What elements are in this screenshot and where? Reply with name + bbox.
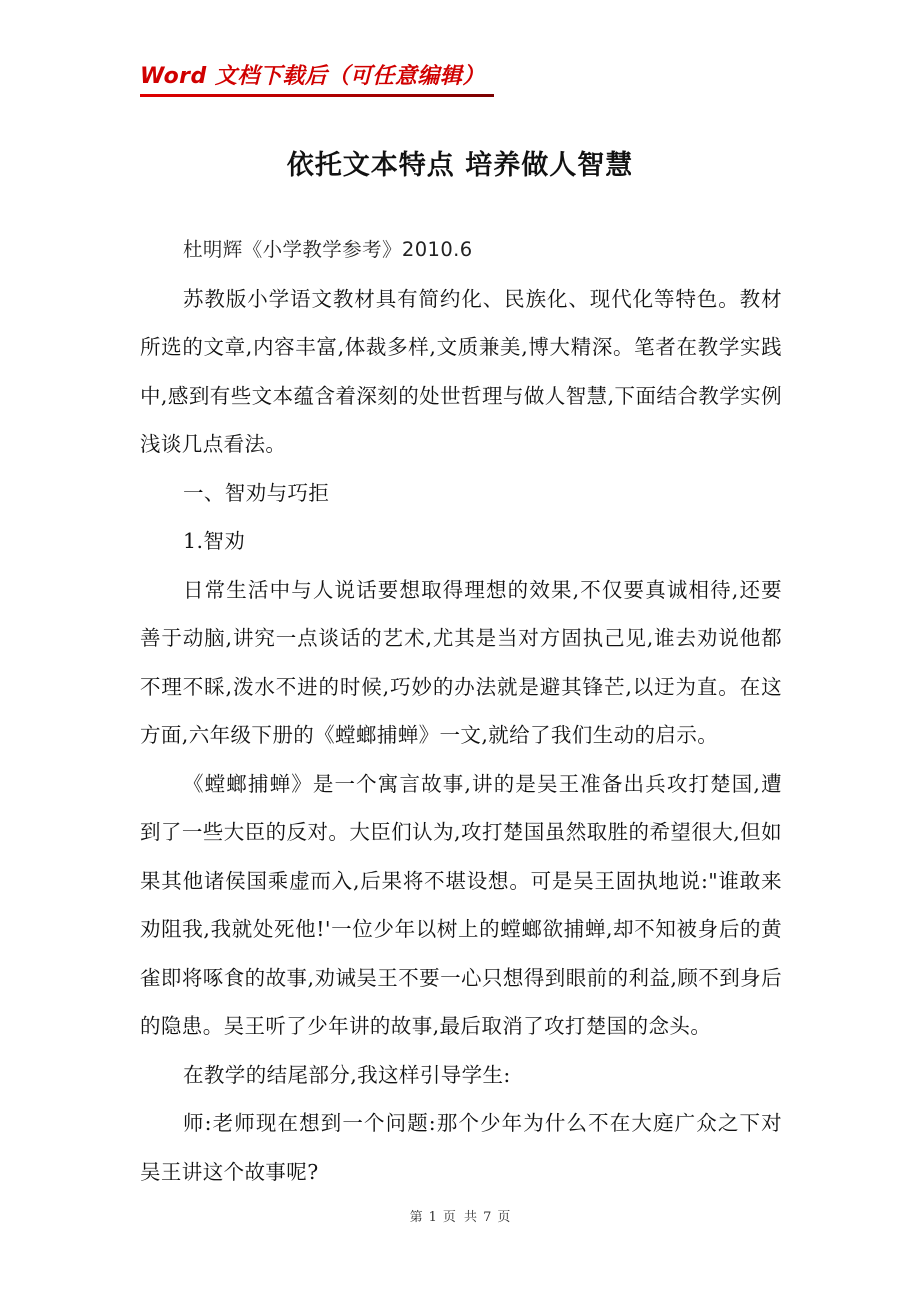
paragraph-intro: 苏教版小学语文教材具有简约化、民族化、现代化等特色。教材所选的文章,内容丰富,体裁多样,文质兼美,博大精深。笔者在教学实践中,感到有些文本蕴含着深刻的处世哲理与做人智慧,下面结合教学实例浅谈几点看法。 xyxy=(140,286,782,456)
watermark-underline xyxy=(140,94,494,97)
document-title: 依托文本特点 培养做人智慧 xyxy=(286,150,634,181)
section-heading: 一、智劝与巧拒 xyxy=(183,480,330,505)
document-body xyxy=(140,226,782,1196)
paragraph: 在教学的结尾部分,我这样引导学生: xyxy=(183,1062,511,1087)
footer-prefix: 第 xyxy=(409,1210,423,1225)
watermark-text: Word 文档下载后（可任意编辑） xyxy=(140,64,485,89)
byline: 杜明辉《小学教学参考》2010.6 xyxy=(183,238,473,261)
footer-middle: 页 共 xyxy=(442,1210,478,1225)
subsection-heading: 1.智劝 xyxy=(183,529,246,553)
paragraph: 《螳螂捕蝉》是一个寓言故事,讲的是吴王准备出兵攻打楚国,遭到了一些大臣的反对。大臣们认为,攻打楚国虽然取胜的希望很大,但如果其他诸侯国乘虚而入,后果将不堪设想。可是吴王固执地说:"谁敢来劝阻我,我就处死他!'一位少年以树上的螳螂欲捕蝉,却不知被身后的黄雀即将啄食的故事,劝诫吴王不要一心只想得到眼前的利益,顾不到身后的隐患。吴王听了少年讲的故事,最后取消了攻打楚国的念头。 xyxy=(140,771,782,1038)
page-footer xyxy=(0,1206,920,1225)
download-watermark xyxy=(140,62,496,97)
paragraph: 师:老师现在想到一个问题:那个少年为什么不在大庭广众之下对吴王讲这个故事呢? xyxy=(140,1111,782,1184)
current-page-number: 1 xyxy=(428,1210,437,1225)
paragraph: 日常生活中与人说话要想取得理想的效果,不仅要真诚相待,还要善于动脑,讲究一点谈话的艺术,尤其是当对方固执己见,谁去劝说他都不理不睬,泼水不进的时候,巧妙的办法就是避其锋芒,以迂为直。在这方面,六年级下册的《螳螂捕蝉》一文,就给了我们生动的启示。 xyxy=(140,577,782,747)
total-pages-number: 7 xyxy=(483,1210,492,1225)
footer-suffix: 页 xyxy=(497,1210,511,1225)
